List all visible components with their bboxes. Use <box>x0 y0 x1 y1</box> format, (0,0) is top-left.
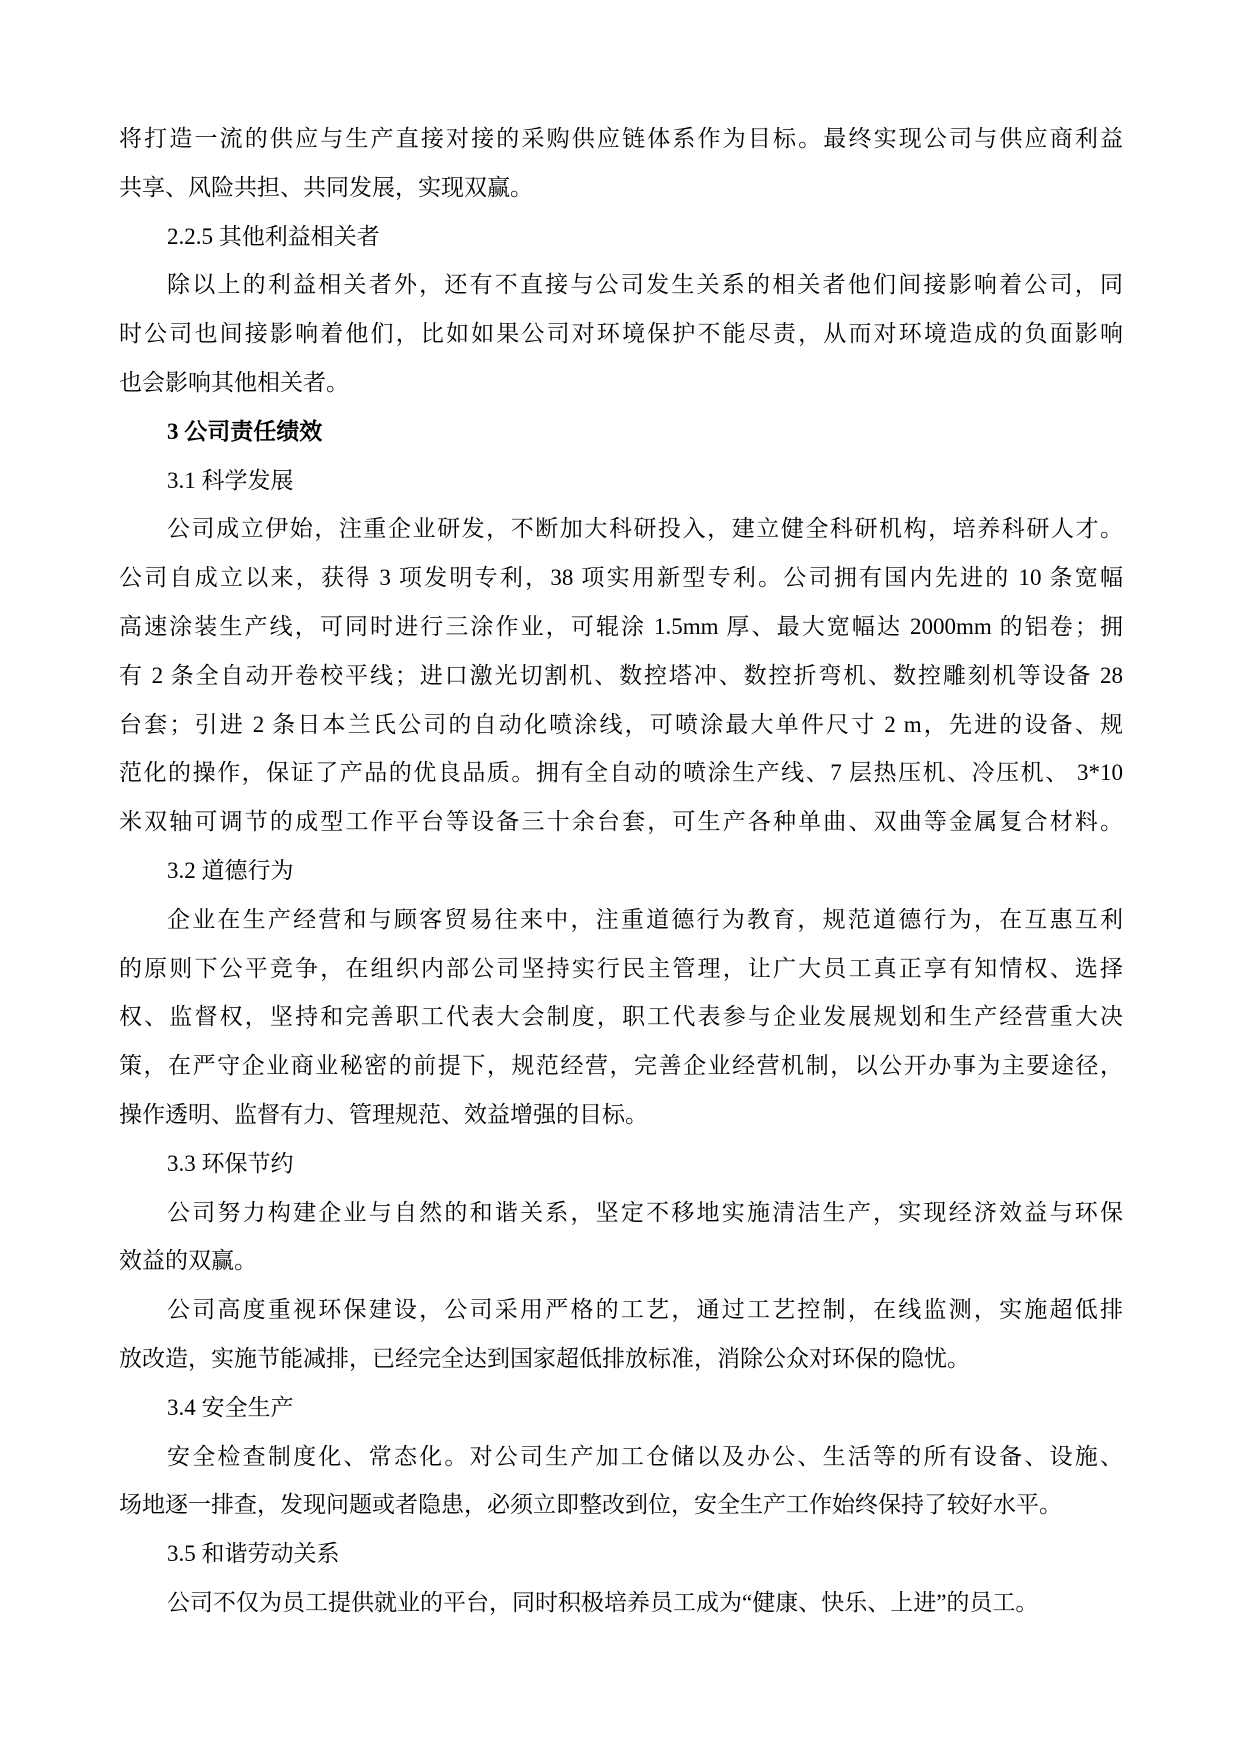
text-line: 时公司也间接影响着他们，比如如果公司对环境保护不能尽责，从而对环境造成的负面影响 <box>119 321 1123 347</box>
text-line: 高速涂装生产线，可同时进行三涂作业，可辊涂 1.5mm 厚、最大宽幅达 2000mm 的铝卷；拥 <box>119 613 1123 639</box>
document-content <box>119 115 1123 1628</box>
text-line: 有 2 条全自动开卷校平线；进口激光切割机、数控塔冲、数控折弯机、数控雕刻机等设备 28 <box>119 662 1123 688</box>
text-line: 公司成立伊始，注重企业研发，不断加大科研投入，建立健全科研机构，培养科研人才。 <box>167 516 1123 542</box>
text-line: 将打造一流的供应与生产直接对接的采购供应链体系作为目标。最终实现公司与供应商利益 <box>119 126 1123 151</box>
text-line: 台套；引进 2 条日本兰氏公司的自动化喷涂线，可喷涂最大单件尺寸 2 m，先进的设备、规 <box>119 711 1123 737</box>
text-line: 安全检查制度化、常态化。对公司生产加工仓储以及办公、生活等的所有设备、设施、 <box>167 1443 1123 1469</box>
text-line: 2.2.5 其他利益相关者 <box>167 223 380 249</box>
text-line: 3.2 道德行为 <box>167 857 294 883</box>
text-line: 3.4 安全生产 <box>167 1394 294 1420</box>
text-line: 公司努力构建企业与自然的和谐关系，坚定不移地实施清洁生产，实现经济效益与环保 <box>167 1199 1123 1225</box>
text-line: 的原则下公平竞争，在组织内部公司坚持实行民主管理，让广大员工真正享有知情权、选择 <box>119 955 1123 981</box>
text-line: 公司高度重视环保建设，公司采用严格的工艺，通过工艺控制，在线监测，实施超低排 <box>167 1297 1123 1323</box>
text-line: 权、监督权，坚持和完善职工代表大会制度，职工代表参与企业发展规划和生产经营重大决 <box>119 1004 1123 1030</box>
text-line: 3.1 科学发展 <box>167 467 294 493</box>
text-line: 操作透明、监督有力、管理规范、效益增强的目标。 <box>119 1101 648 1127</box>
text-line: 策，在严守企业商业秘密的前提下，规范经营，完善企业经营机制，以公开办事为主要途径， <box>119 1053 1123 1079</box>
text-line: 米双轴可调节的成型工作平台等设备三十余台套，可生产各种单曲、双曲等金属复合材料。 <box>119 809 1123 835</box>
text-line: 共享、风险共担、共同发展，实现双赢。 <box>119 174 533 200</box>
text-line: 也会影响其他相关者。 <box>119 369 349 395</box>
text-line: 范化的操作，保证了产品的优良品质。拥有全自动的喷涂生产线、7 层热压机、冷压机、 3*10 <box>119 760 1124 786</box>
text-line: 除以上的利益相关者外，还有不直接与公司发生关系的相关者他们间接影响着公司，同 <box>167 272 1123 298</box>
text-line: 公司自成立以来，获得 3 项发明专利，38 项实用新型专利。公司拥有国内先进的 10 条宽幅 <box>119 565 1123 591</box>
text-line: 效益的双赢。 <box>119 1248 257 1274</box>
text-line: 3.5 和谐劳动关系 <box>167 1541 340 1567</box>
text-line: 3.3 环保节约 <box>167 1150 294 1176</box>
text-line: 3 公司责任绩效 <box>167 418 323 444</box>
text-line: 公司不仅为员工提供就业的平台，同时积极培养员工成为“健康、快乐、上进”的员工。 <box>167 1589 1039 1615</box>
text-line: 企业在生产经营和与顾客贸易往来中，注重道德行为教育，规范道德行为，在互惠互利 <box>167 906 1123 932</box>
text-line: 场地逐一排查，发现问题或者隐患，必须立即整改到位，安全生产工作始终保持了较好水平。 <box>119 1492 1062 1518</box>
text-line: 放改造，实施节能减排，已经完全达到国家超低排放标准，消除公众对环保的隐忧。 <box>119 1345 970 1371</box>
